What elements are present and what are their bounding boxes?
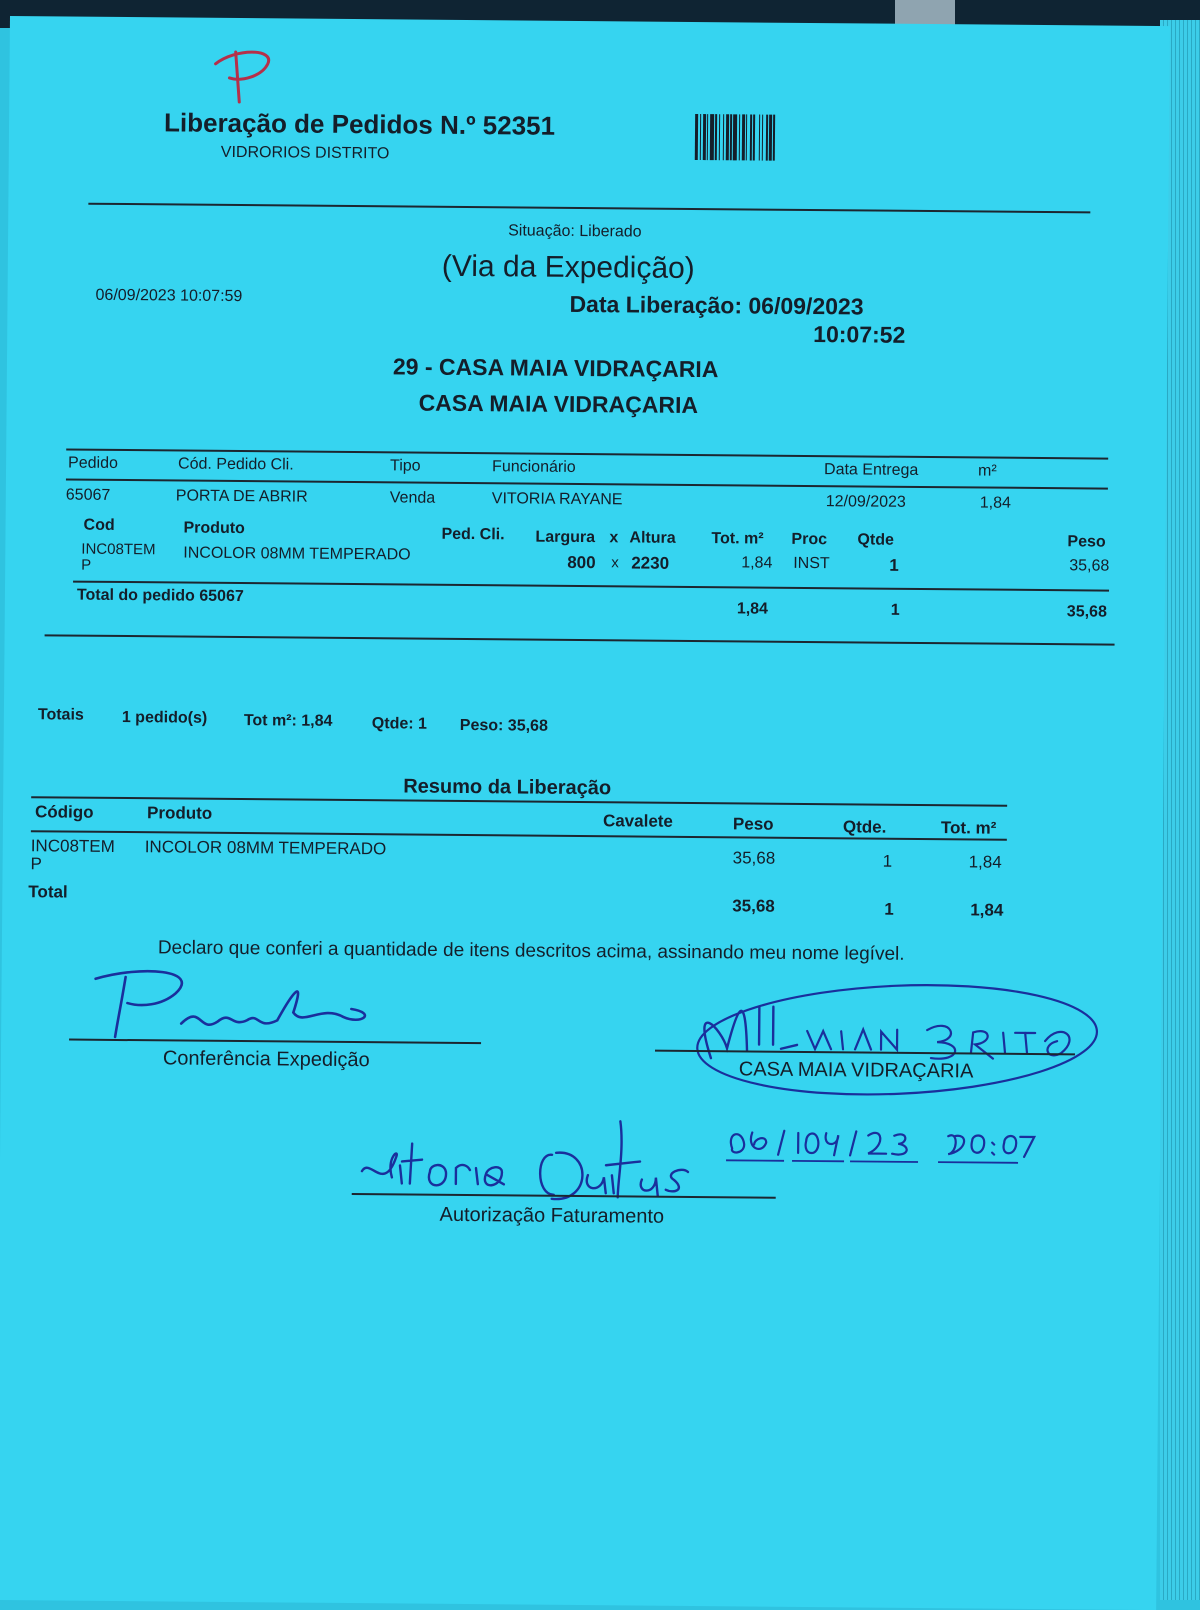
item-cod-line2: P (81, 556, 92, 574)
totals-tot-m2: Tot m²: 1,84 (243, 712, 333, 730)
col-header-pedido: Pedido (68, 454, 119, 472)
resumo-produto: INCOLOR 08MM TEMPERADO (144, 837, 387, 859)
item-largura: 800 (567, 552, 596, 573)
status-situacao: Situação: Liberado (508, 222, 642, 241)
resumo-codigo-line1: INC08TEM (30, 836, 115, 856)
order-m2: 1,84 (979, 494, 1012, 512)
col-header-tipo: Tipo (390, 457, 421, 475)
resumo-header-produto: Produto (146, 803, 213, 823)
signature-conferencia (81, 963, 382, 1046)
order-tipo: Venda (389, 489, 436, 507)
item-header-produto: Produto (183, 519, 245, 538)
col-header-funcionario: Funcionário (492, 458, 576, 476)
item-header-cod: Cod (83, 516, 115, 534)
item-header-largura: Largura (535, 528, 596, 547)
order-table-bottom-rule (45, 634, 1115, 645)
totals-qtde: Qtde: 1 (371, 715, 428, 733)
resumo-total-tot-m2: 1,84 (970, 900, 1004, 920)
col-header-m2: m² (977, 462, 997, 480)
order-pedido: 65067 (65, 486, 111, 504)
item-header-qtde: Qtde (857, 531, 894, 549)
resumo-header-codigo: Código (34, 802, 94, 822)
resumo-total-label: Total (28, 882, 68, 902)
order-total-tot-m2: 1,84 (736, 600, 769, 618)
header-divider (88, 203, 1090, 214)
document-page (0, 16, 1170, 1610)
resumo-total-qtde: 1 (884, 899, 894, 919)
item-produto: INCOLOR 08MM TEMPERADO (183, 544, 411, 564)
order-total-label: Total do pedido 65067 (76, 586, 244, 606)
item-proc: INST (793, 554, 830, 573)
signature-label-cliente: CASA MAIA VIDRAÇARIA (738, 1058, 974, 1083)
col-header-cod-pedido-cli: Cód. Pedido Cli. (178, 455, 294, 474)
print-datetime: 06/09/2023 10:07:59 (95, 286, 243, 306)
order-data-entrega: 12/09/2023 (825, 493, 906, 511)
order-total-peso: 35,68 (1066, 603, 1107, 621)
resumo-title: Resumo da Liberação (403, 775, 612, 800)
item-tot-m2: 1,84 (741, 554, 773, 572)
order-cod-pedido-cli: PORTA DE ABRIR (175, 487, 308, 506)
resumo-qtde: 1 (882, 851, 893, 871)
resumo-codigo-line2: P (30, 854, 43, 874)
totals-peso: Peso: 35,68 (459, 716, 548, 735)
resumo-total-peso: 35,68 (732, 896, 775, 916)
item-header-proc: Proc (791, 530, 828, 549)
totals-label: Totais (37, 706, 84, 724)
customer-line1: 29 - CASA MAIA VIDRAÇARIA (392, 353, 719, 383)
resumo-tot-m2: 1,84 (968, 852, 1002, 872)
barcode (695, 114, 871, 162)
item-x: x (611, 554, 619, 572)
item-header-peso: Peso (1067, 533, 1106, 551)
barcode-bar (775, 115, 777, 161)
order-total-qtde: 1 (890, 601, 900, 619)
col-header-data-entrega: Data Entrega (823, 461, 919, 479)
item-header-x: x (609, 529, 619, 547)
resumo-header-cavalete: Cavalete (602, 811, 674, 831)
resumo-peso: 35,68 (732, 848, 776, 868)
signature-label-autorizacao: Autorização Faturamento (439, 1203, 665, 1228)
declaration-text: Declaro que conferi a quantidade de itens descritos acima, assinando meu nome legível. (157, 937, 905, 965)
item-header-tot-m2: Tot. m² (711, 530, 764, 548)
item-header-altura: Altura (629, 529, 676, 547)
item-header-ped-cli: Ped. Cli. (441, 525, 505, 544)
resumo-header-qtde: Qtde. (842, 817, 887, 837)
data-liberacao-time: 10:07:52 (813, 321, 906, 348)
item-peso: 35,68 (1069, 557, 1110, 575)
signature-label-conferencia: Conferência Expedição (162, 1047, 370, 1072)
item-altura: 2230 (631, 553, 670, 573)
resumo-header-tot-m2: Tot. m² (940, 818, 997, 838)
via-title: (Via da Expedição) (441, 249, 695, 285)
data-liberacao: Data Liberação: 06/09/2023 (569, 290, 864, 320)
resumo-header-peso: Peso (732, 814, 774, 834)
totals-pedidos: 1 pedido(s) (121, 709, 208, 727)
item-qtde: 1 (889, 555, 899, 575)
company-name: VIDRORIOS DISTRITO (220, 143, 390, 163)
document-title: Liberação de Pedidos N.º 52351 (163, 107, 556, 141)
handwritten-date (722, 1120, 1032, 1163)
signature-cliente (680, 978, 1101, 1112)
item-cod-line1: INC08TEM (81, 540, 156, 559)
handwritten-mark-p (205, 42, 286, 113)
customer-line2: CASA MAIA VIDRAÇARIA (418, 389, 699, 419)
order-funcionario: VITORIA RAYANE (491, 490, 623, 509)
